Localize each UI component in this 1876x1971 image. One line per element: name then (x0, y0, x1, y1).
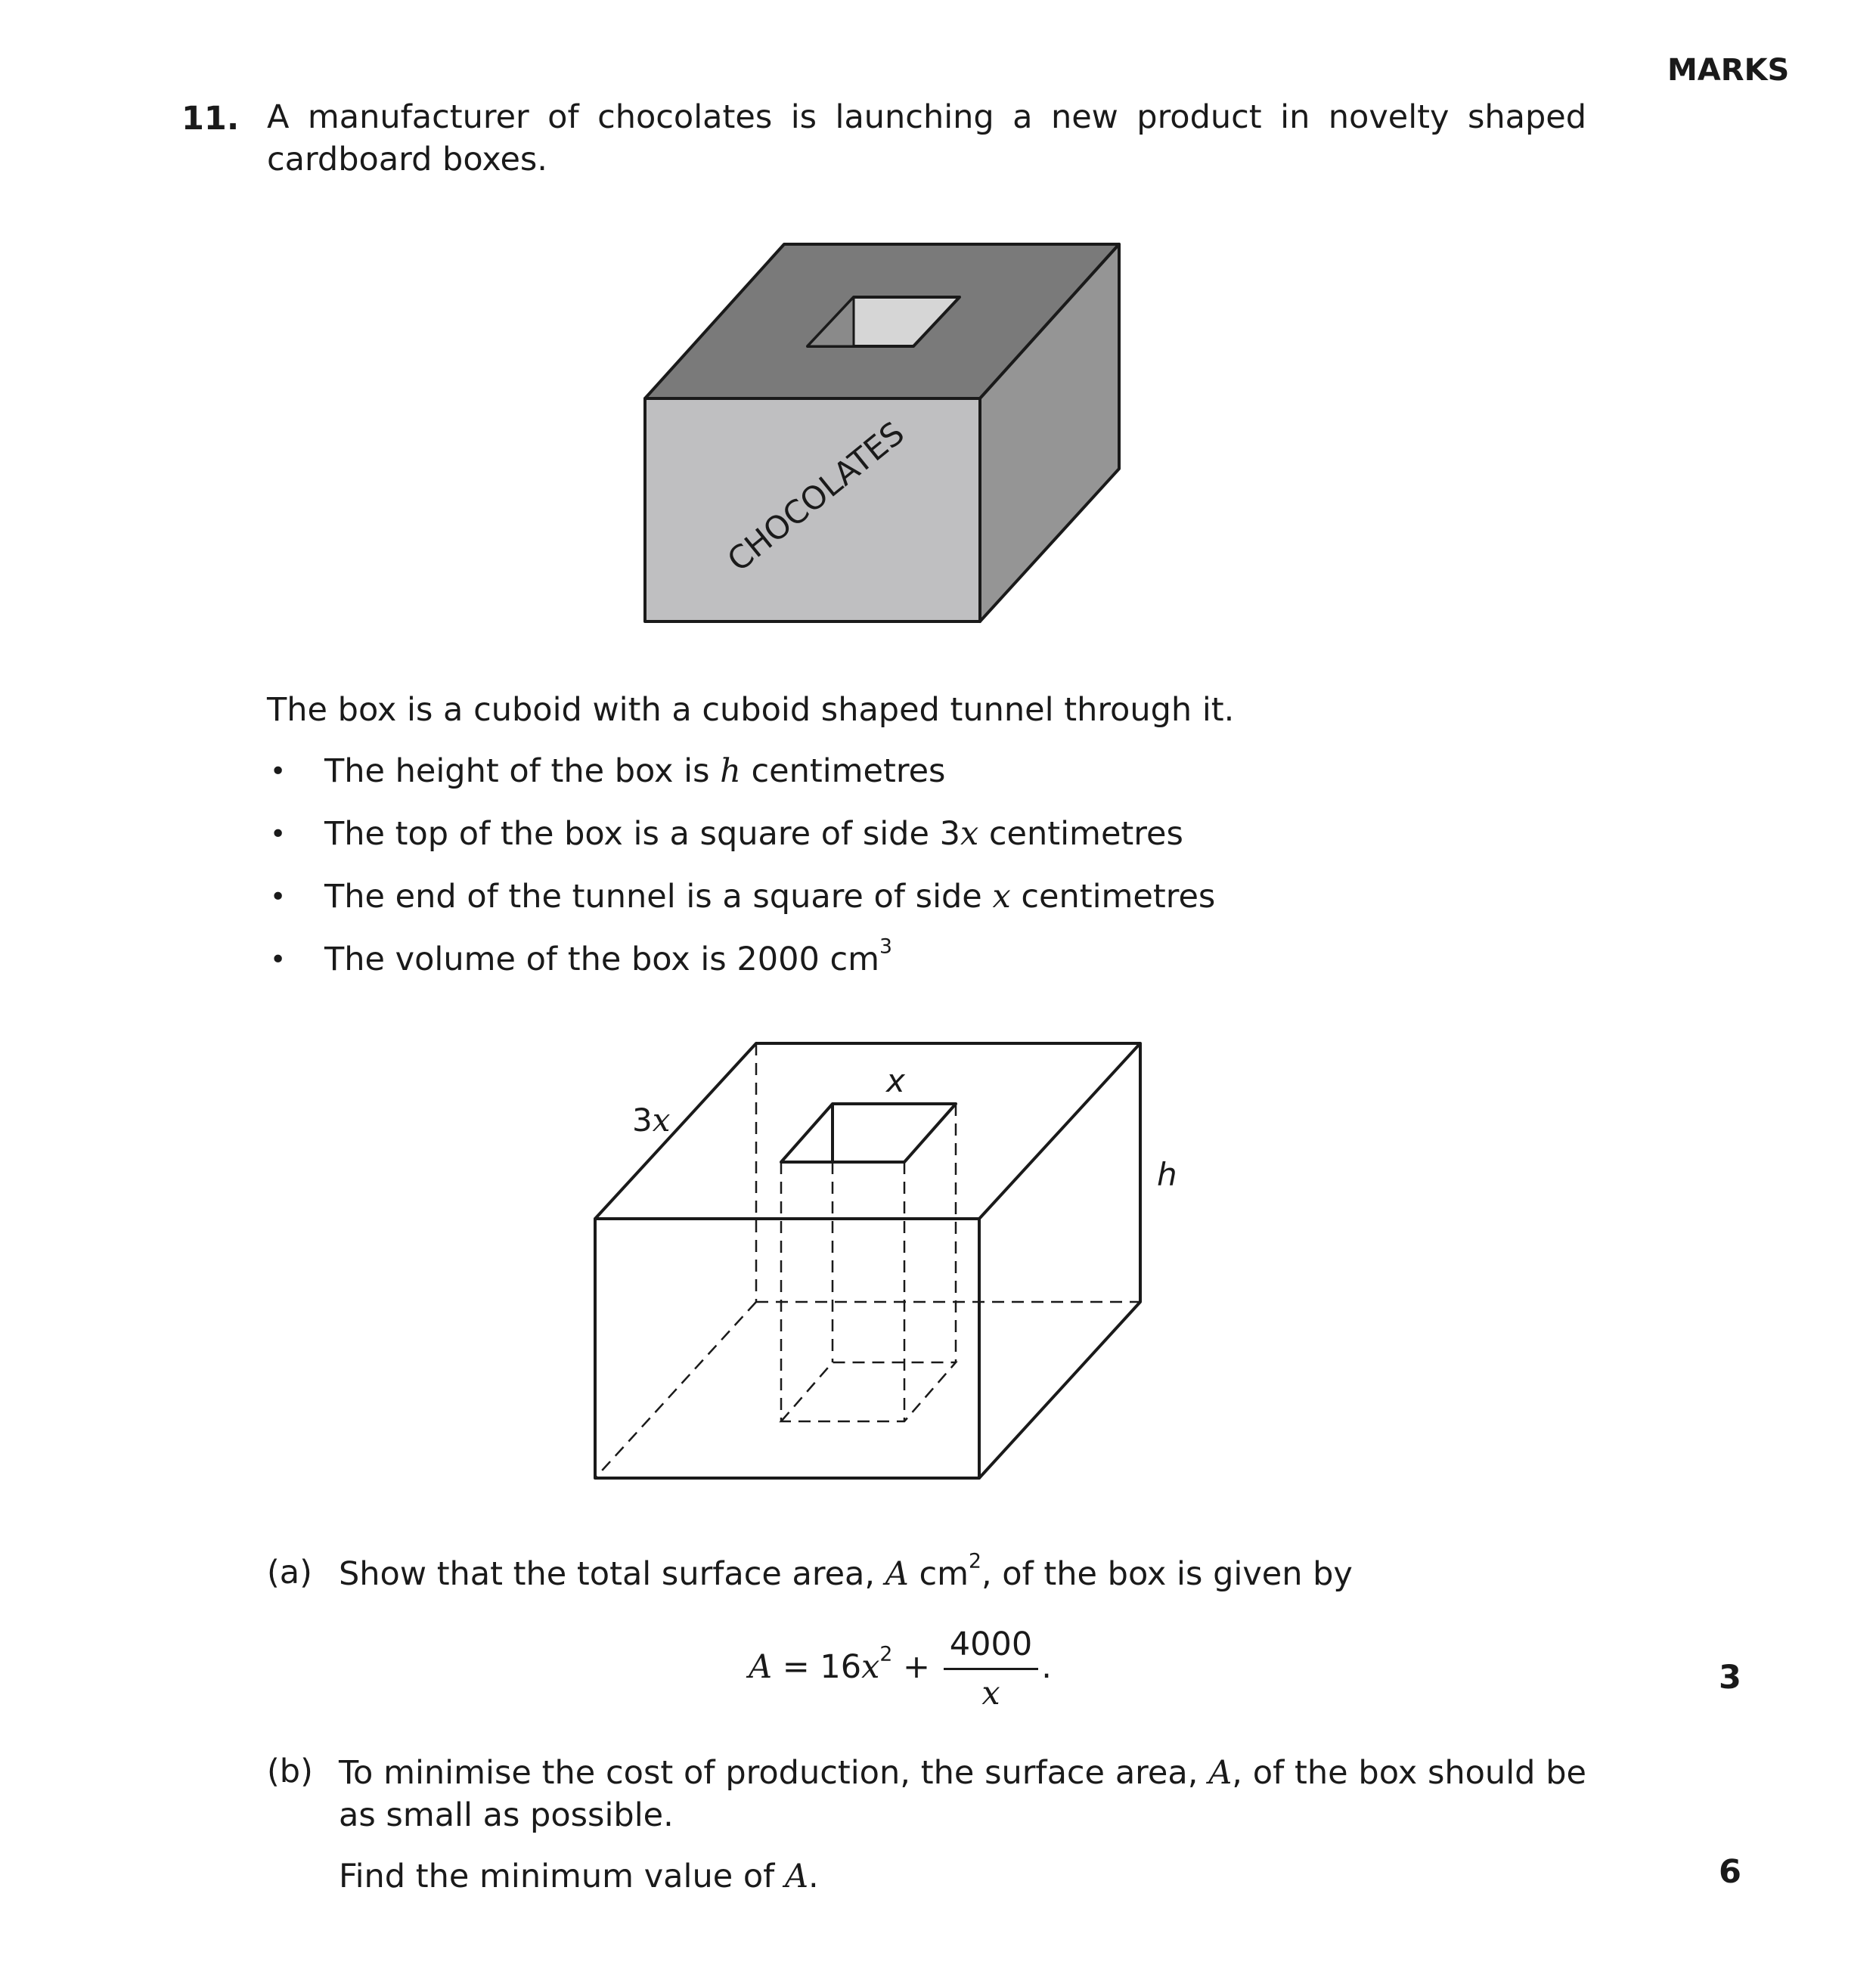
visible-edges (595, 1043, 1140, 1478)
list-item: • The top of the box is a square of side 3x centimetres (267, 814, 1215, 876)
fraction: $\frac{4000}{x}$ (944, 1625, 1038, 1712)
question-intro: A manufacturer of chocolates is launching a new product in novelty shaped cardboard boxes. (267, 98, 1586, 178)
part-b-text: To minimise the cost of production, the surface area, A, of the box should be as small as possible. (339, 1754, 1587, 1834)
surface-area-formula: $A = 16x^2$ + $\frac{4000}{x}$ . (749, 1625, 1052, 1712)
list-item: • The volume of the box is 2000 $cm^3$ (267, 939, 1215, 1002)
label-3x: 3x (632, 1102, 671, 1139)
marks-column-header: MARKS (1667, 53, 1790, 88)
part-b-instruction: Find the minimum value of A. (339, 1858, 819, 1895)
part-b-label: (b) (267, 1753, 313, 1790)
label-h: h (1157, 1156, 1177, 1193)
hidden-edges (595, 1043, 1140, 1478)
list-item: • The height of the box is h centimetres (267, 751, 1215, 814)
part-a-text: Show that the total surface area, A $cm^2$, of the box is given by (339, 1549, 1353, 1593)
part-b-marks: 6 (1719, 1853, 1741, 1891)
box-label: CHOCOLATES (720, 414, 912, 579)
label-x: x (886, 1062, 905, 1099)
question-number: 11. (181, 100, 240, 138)
description-lead: The box is a cuboid with a cuboid shaped tunnel through it. (267, 691, 1235, 729)
list-item: • The end of the tunnel is a square of side x centimetres (267, 876, 1215, 939)
part-a-label: (a) (267, 1554, 312, 1591)
part-a-marks: 3 (1719, 1659, 1741, 1697)
